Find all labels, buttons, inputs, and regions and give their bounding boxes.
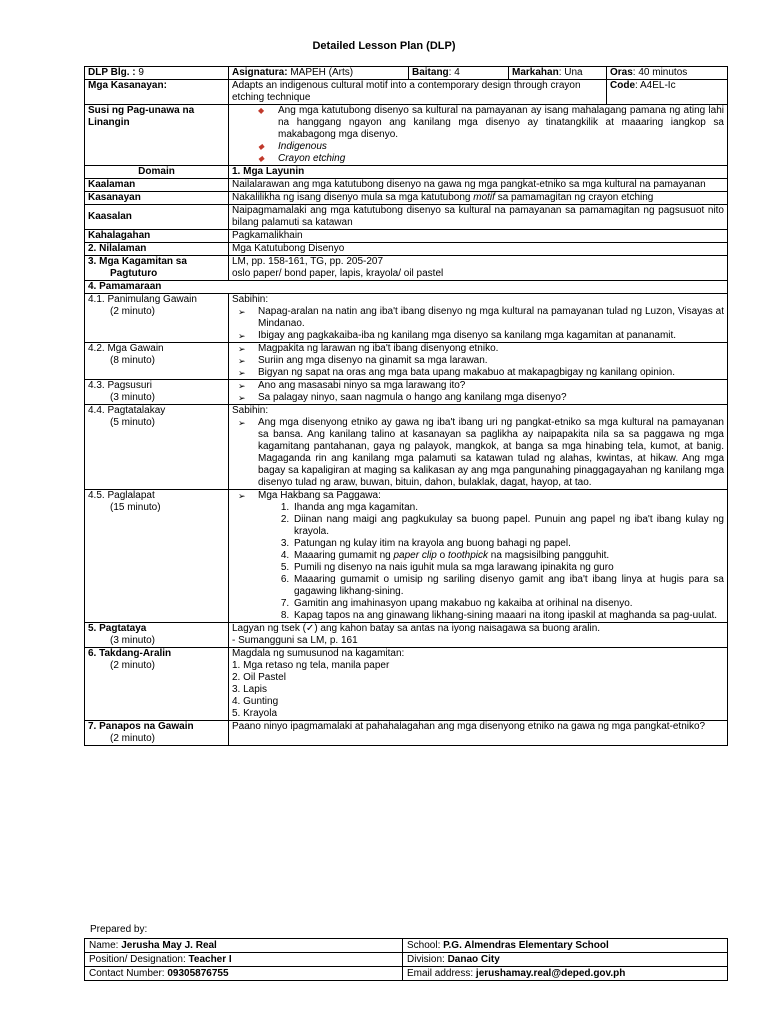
evaluation-row [85, 623, 728, 648]
step-item: 8. Kapag tapos na ang ginawang likhang-sining maaari na itong ipaskil at maghanda sa pag-uulat. [292, 610, 724, 622]
materials-label-line: 3. Mga Kagamitan sa [88, 256, 187, 267]
procedure-label-cell [85, 343, 229, 380]
skills-label: Mga Kasanayan: [85, 80, 229, 105]
email-label: Email address: [407, 968, 476, 979]
domain-row [85, 166, 728, 179]
content-label: 2. Nilalaman [85, 243, 229, 256]
procedure-row [85, 294, 728, 343]
grade-value: : 4 [448, 67, 460, 78]
assignment-title: 6. Takdang-Aralin [88, 648, 172, 659]
step-item: 1. Ihanda ang mga kagamitan. [292, 502, 724, 514]
objective-row [85, 192, 728, 205]
step-item: 7. Gamitin ang imahinasyon upang makabuo ng kakaiba at orihinal na disenyo. [292, 598, 724, 610]
list-item: 1. Mga retaso ng tela, manila paper [232, 660, 390, 671]
objectives-label: 1. Mga Layunin [229, 166, 728, 179]
signature-row [85, 939, 728, 953]
contact-label: Contact Number: [89, 968, 168, 979]
procedure-list [232, 490, 724, 502]
school-cell [403, 939, 728, 953]
assignment-time: (2 minuto) [110, 660, 156, 671]
materials-value [229, 256, 728, 281]
skills-row [85, 80, 728, 105]
assignment-intro: Magdala ng sumusunod na kagamitan: [232, 648, 405, 659]
signature-table [84, 938, 728, 981]
step-item [292, 550, 724, 562]
content-row [85, 243, 728, 256]
signature-row [85, 953, 728, 967]
procedure-title: 4.5. Paglalapat [88, 490, 155, 501]
objective-text: sa pamamagitan ng crayon etching [494, 192, 654, 203]
list-item: ➢ Magpakita ng larawan ng iba't ibang disenyong etniko. [258, 343, 724, 355]
procedure-time: (3 minuto) [110, 392, 156, 403]
evaluation-title: 5. Pagtataya [88, 623, 147, 634]
step-text: Maaaring gumamit ng [294, 550, 394, 561]
materials-line: oslo paper/ bond paper, lapis, krayola/ oil pastel [232, 268, 444, 279]
list-item: ➢ Suriin ang mga disenyo na ginamit sa mga larawan. [258, 355, 724, 367]
assignment-label-cell [85, 648, 229, 721]
list-item: ➢ Sa palagay ninyo, saan nagmula o hango ang kanilang mga disenyo? [258, 392, 724, 404]
objective-value: Naipagmamalaki ang mga katutubong disenyo sa kultural na pamayanan sa pamamagitan ng pagsusuot nito bilang palamuti sa katawan [229, 205, 728, 230]
quarter-label: Markahan [512, 67, 559, 78]
key-understanding-label: Susi ng Pag-unawa na Linangin [85, 105, 229, 166]
lesson-plan-table [84, 66, 728, 746]
objective-value [229, 192, 728, 205]
evaluation-line: Lagyan ng tsek (✓) ang kahon batay sa antas na iyong naisagawa sa buong aralin. [232, 623, 601, 634]
evaluation-line: - Sumangguni sa LM, p. 161 [232, 635, 358, 646]
time-value: : 40 minutos [632, 67, 688, 78]
prepared-by-label: Prepared by: [90, 924, 148, 935]
procedure-title: 4.2. Mga Gawain [88, 343, 164, 354]
list-item: ◆ Crayon etching [278, 153, 724, 165]
division-cell [403, 953, 728, 967]
procedure-label: 4. Pamamaraan [85, 281, 728, 294]
step-item: 6. Maaaring gumamit o umisip ng sariling disenyo gamit ang iba't ibang linya at hugis para sa gagawing likhang-sining. [292, 574, 724, 598]
procedure-title: 4.1. Panimulang Gawain [88, 294, 197, 305]
list-item: ➢ Napag-aralan na natin ang iba't ibang disenyo ng mga kultural na pamayanan tulad ng Luzon, Visayas at Mindanao. [258, 306, 724, 330]
step-item: 2. Diinan nang maigi ang pagkukulay sa buong papel. Punuin ang papel ng iba't ibang kulay ng krayola. [292, 514, 724, 538]
content-value: Mga Katutubong Disenyo [229, 243, 728, 256]
objective-label: Kasanayan [85, 192, 229, 205]
steps-list [232, 502, 724, 622]
procedure-title: 4.3. Pagsusuri [88, 380, 152, 391]
evaluation-label-cell [85, 623, 229, 648]
email-cell [403, 967, 728, 981]
step-text: na magsisilbing pangguhit. [488, 550, 610, 561]
signature-row [85, 967, 728, 981]
list-item: ◆ Indigenous [278, 141, 724, 153]
list-item: 2. Oil Pastel [232, 672, 286, 683]
materials-label [85, 256, 229, 281]
document-title: Detailed Lesson Plan (DLP) [312, 40, 456, 52]
procedure-row [85, 405, 728, 490]
division-value: Danao City [447, 954, 500, 965]
procedure-row [85, 343, 728, 380]
objective-text: Nakalilikha ng isang disenyo mula sa mga katutubong [232, 192, 474, 203]
step-emphasis: toothpick [447, 550, 489, 561]
procedure-list [232, 380, 724, 404]
subject-value: MAPEH (Arts) [290, 67, 354, 78]
list-item: ➢ Mga Hakbang sa Paggawa: [258, 490, 724, 502]
school-label: School: [407, 940, 444, 951]
closing-row [85, 721, 728, 746]
closing-title: 7. Panapos na Gawain [88, 721, 194, 732]
code-label: Code [610, 80, 635, 91]
procedure-label-cell [85, 294, 229, 343]
closing-body: Paano ninyo ipagmamalaki at pahahalagahan ang mga disenyong etniko na gawa ng mga pangkat-etniko? [229, 721, 728, 746]
school-value: P.G. Almendras Elementary School [443, 940, 609, 951]
position-value: Teacher I [188, 954, 232, 965]
position-label: Position/ Designation: [89, 954, 189, 965]
procedure-title: 4.4. Pagtatalakay [88, 405, 166, 416]
procedure-list [232, 343, 724, 379]
procedure-time: (5 minuto) [110, 417, 156, 428]
key-understanding-list [232, 105, 724, 165]
closing-label-cell [85, 721, 229, 746]
procedure-body [229, 490, 728, 623]
name-value: Jerusha May J. Real [121, 940, 217, 951]
objective-label: Kaalaman [85, 179, 229, 192]
objective-row [85, 205, 728, 230]
contact-value: 09305876755 [167, 968, 229, 979]
list-item: ➢ Ibigay ang pagkakaiba-iba ng kanilang mga disenyo sa kanilang mga kagamitan at pananamit. [258, 330, 724, 342]
objective-emphasis: motif [473, 192, 495, 203]
list-item: ◆ Ang mga katutubong disenyo sa kultural na pamayanan ay isang mahalagang pamana ng ating lahi na hanggang ngayon ang kanilang mga disenyo ay tinatangkilik at maaaring iangkop sa makabagong mga disenyo. [278, 105, 724, 141]
procedure-intro: Sabihin: [232, 294, 269, 305]
email-value[interactable]: jerushamay.real@deped.gov.ph [475, 968, 626, 979]
dlp-label: DLP Blg. : [88, 67, 139, 78]
grade-label: Baitang [412, 67, 449, 78]
list-item: 4. Gunting [232, 696, 279, 707]
procedure-list [232, 417, 724, 489]
dlp-value: 9 [138, 67, 144, 78]
step-text: o [436, 550, 448, 561]
list-item: 3. Lapis [232, 684, 268, 695]
procedure-body [229, 294, 728, 343]
procedure-label-cell [85, 490, 229, 623]
procedure-time: (8 minuto) [110, 355, 156, 366]
objective-row [85, 179, 728, 192]
procedure-header-row [85, 281, 728, 294]
contact-cell [85, 967, 403, 981]
evaluation-body [229, 623, 728, 648]
position-cell [85, 953, 403, 967]
name-cell [85, 939, 403, 953]
procedure-body [229, 380, 728, 405]
closing-time: (2 minuto) [110, 733, 156, 744]
procedure-intro: Sabihin: [232, 405, 269, 416]
step-item: 5. Pumili ng disenyo na nais iguhit mula sa mga larawang ipinakita ng guro [292, 562, 724, 574]
procedure-row [85, 490, 728, 623]
subject-label: Asignatura: [232, 67, 291, 78]
skills-value: Adapts an indigenous cultural motif into a contemporary design through crayon etching technique [229, 80, 607, 105]
division-label: Division: [407, 954, 448, 965]
objective-row [85, 230, 728, 243]
time-label: Oras [610, 67, 633, 78]
materials-label-line: Pagtuturo [110, 268, 158, 279]
objective-value: Pagkamalikhain [229, 230, 728, 243]
procedure-time: (15 minuto) [110, 502, 161, 513]
evaluation-time: (3 minuto) [110, 635, 156, 646]
domain-label: Domain [85, 166, 229, 179]
objective-label: Kahalagahan [85, 230, 229, 243]
procedure-list [232, 306, 724, 342]
header-row [85, 67, 728, 80]
list-item: ➢ Bigyan ng sapat na oras ang mga bata upang makabuo at makapagbigay ng kanilang opinion. [258, 367, 724, 379]
procedure-label-cell [85, 405, 229, 490]
key-understanding-row [85, 105, 728, 166]
objective-value: Nailalarawan ang mga katutubong disenyo na gawa ng mga pangkat-etniko sa mga kultural na pamayanan [229, 179, 728, 192]
procedure-row [85, 380, 728, 405]
code-value: : A4EL-Ic [635, 80, 676, 91]
procedure-label-cell [85, 380, 229, 405]
list-item: ➢ Ang mga disenyong etniko ay gawa ng iba't ibang uri ng pangkat-etniko sa mga kultural na pamayanan sa bansa. Ang kanilang talino at kasanayan sa paglikha ay naipapakita nila sa sa paggawa ng mga kagamitang pantahanan, gaya ng palayok, mangkok, at banga sa mga hinabing tela, kumot, at banig. Magaganda rin ang kanilang mga palamuti sa katawan tulad ng alahas, kwintas, at hikaw. Ang mga bagay sa kapaligiran at maging sa kalikasan ay ang mga pangunahing pinaggagayahan ng kanilang mga disenyo tulad ng araw, buwan, bituin, dahon, bulaklak, dagat, hayop, at tao. [258, 417, 724, 489]
objective-label: Kaasalan [85, 205, 229, 230]
assignment-row [85, 648, 728, 721]
name-label: Name: [89, 940, 122, 951]
step-item: 3. Patungan ng kulay itim na krayola ang buong bahagi ng papel. [292, 538, 724, 550]
assignment-body [229, 648, 728, 721]
quarter-value: : Una [558, 67, 583, 78]
list-item: ➢ Ano ang masasabi ninyo sa mga larawang ito? [258, 380, 724, 392]
procedure-body [229, 343, 728, 380]
step-emphasis: paper clip [393, 550, 437, 561]
list-item: 5. Krayola [232, 708, 278, 719]
materials-row [85, 256, 728, 281]
materials-line: LM, pp. 158-161, TG, pp. 205-207 [232, 256, 384, 267]
procedure-time: (2 minuto) [110, 306, 156, 317]
procedure-body [229, 405, 728, 490]
